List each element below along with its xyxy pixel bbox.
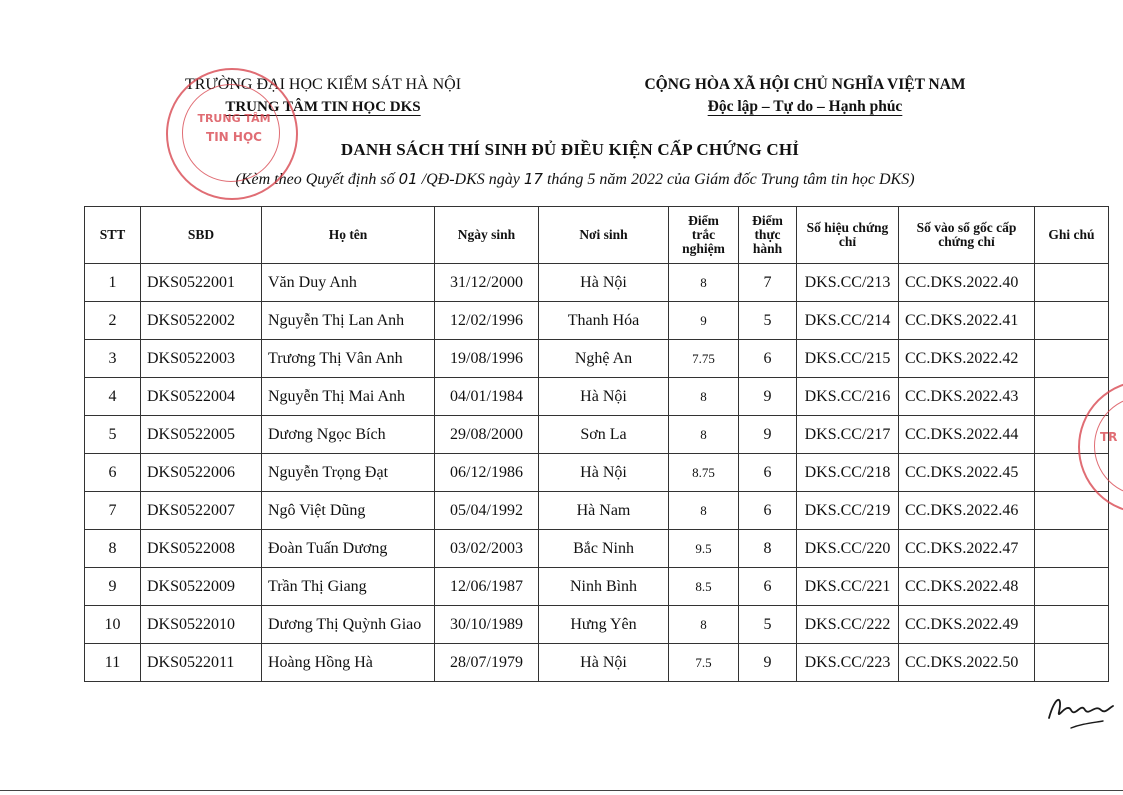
cell-mcq-score: 8 bbox=[669, 264, 739, 302]
cell-name: Trần Thị Giang bbox=[262, 568, 435, 606]
table-row bbox=[85, 530, 1109, 568]
cell-name: Hoàng Hồng Hà bbox=[262, 644, 435, 682]
cell-name: Ngô Việt Dũng bbox=[262, 492, 435, 530]
cell-sbd: DKS0522007 bbox=[141, 492, 262, 530]
cell-sbd: DKS0522008 bbox=[141, 530, 262, 568]
cell-cert-no: DKS.CC/223 bbox=[797, 644, 899, 682]
document-title: DANH SÁCH THÍ SINH ĐỦ ĐIỀU KIỆN CẤP CHỨNG CHỈ bbox=[340, 140, 800, 159]
table-row bbox=[85, 378, 1109, 416]
cell-cert-no: DKS.CC/217 bbox=[797, 416, 899, 454]
cell-stt: 5 bbox=[85, 416, 141, 454]
table-row bbox=[85, 264, 1109, 302]
cell-stt: 2 bbox=[85, 302, 141, 340]
col-header-cert-no: Số hiệu chứng chỉ bbox=[797, 207, 899, 264]
cell-practice-score: 5 bbox=[739, 302, 797, 340]
cell-notes bbox=[1035, 340, 1109, 378]
red-stamp-top-left bbox=[166, 68, 298, 200]
cell-birthplace: Sơn La bbox=[539, 416, 669, 454]
cell-birthplace: Bắc Ninh bbox=[539, 530, 669, 568]
cell-birthplace: Hà Nội bbox=[539, 644, 669, 682]
cell-notes bbox=[1035, 492, 1109, 530]
table-row bbox=[85, 492, 1109, 530]
cell-dob: 04/01/1984 bbox=[435, 378, 539, 416]
table-row bbox=[85, 454, 1109, 492]
cell-cert-no: DKS.CC/216 bbox=[797, 378, 899, 416]
cell-registry-no: CC.DKS.2022.45 bbox=[899, 454, 1035, 492]
cell-dob: 28/07/1979 bbox=[435, 644, 539, 682]
cell-mcq-score: 9.5 bbox=[669, 530, 739, 568]
cell-practice-score: 6 bbox=[739, 568, 797, 606]
cell-dob: 06/12/1986 bbox=[435, 454, 539, 492]
stamp-inner-ring bbox=[1094, 396, 1123, 496]
cell-birthplace: Ninh Bình bbox=[539, 568, 669, 606]
cell-dob: 29/08/2000 bbox=[435, 416, 539, 454]
cell-mcq-score: 7.5 bbox=[669, 644, 739, 682]
cell-cert-no: DKS.CC/215 bbox=[797, 340, 899, 378]
cell-dob: 12/06/1987 bbox=[435, 568, 539, 606]
national-motto: Độc lập – Tự do – Hạnh phúc bbox=[707, 98, 903, 115]
cell-sbd: DKS0522009 bbox=[141, 568, 262, 606]
cell-mcq-score: 8 bbox=[669, 606, 739, 644]
cell-birthplace: Hà Nội bbox=[539, 454, 669, 492]
col-header-dob: Ngày sinh bbox=[435, 207, 539, 264]
cell-practice-score: 7 bbox=[739, 264, 797, 302]
cell-mcq-score: 7.75 bbox=[669, 340, 739, 378]
stamp-text-line2: TIN HỌC bbox=[206, 130, 262, 144]
cell-practice-score: 6 bbox=[739, 454, 797, 492]
cell-cert-no: DKS.CC/219 bbox=[797, 492, 899, 530]
table-row bbox=[85, 606, 1109, 644]
cell-mcq-score: 8 bbox=[669, 378, 739, 416]
cell-registry-no: CC.DKS.2022.47 bbox=[899, 530, 1035, 568]
cell-birthplace: Hưng Yên bbox=[539, 606, 669, 644]
cell-stt: 6 bbox=[85, 454, 141, 492]
col-header-practice-score: Điểm thực hành bbox=[739, 207, 797, 264]
cell-name: Dương Ngọc Bích bbox=[262, 416, 435, 454]
national-title: CỘNG HÒA XÃ HỘI CHỦ NGHĨA VIỆT NAM bbox=[644, 76, 966, 93]
table-row bbox=[85, 568, 1109, 606]
cell-stt: 9 bbox=[85, 568, 141, 606]
cell-notes bbox=[1035, 644, 1109, 682]
decision-number: 01 bbox=[398, 170, 418, 188]
col-header-name: Họ tên bbox=[262, 207, 435, 264]
subtitle-prefix: (Kèm theo Quyết định số bbox=[235, 171, 399, 188]
col-header-sbd: SBD bbox=[141, 207, 262, 264]
cell-birthplace: Hà Nam bbox=[539, 492, 669, 530]
cell-practice-score: 6 bbox=[739, 492, 797, 530]
stamp-text-line1: TRUNG TÂM bbox=[197, 112, 271, 125]
university-name: TRƯỜNG ĐẠI HỌC KIỂM SÁT HÀ NỘI bbox=[184, 76, 462, 93]
table-row bbox=[85, 302, 1109, 340]
cell-stt: 10 bbox=[85, 606, 141, 644]
cell-dob: 19/08/1996 bbox=[435, 340, 539, 378]
cell-sbd: DKS0522004 bbox=[141, 378, 262, 416]
cell-sbd: DKS0522002 bbox=[141, 302, 262, 340]
cell-stt: 11 bbox=[85, 644, 141, 682]
handwritten-signature-icon bbox=[1045, 688, 1115, 738]
subtitle-suffix: tháng 5 năm 2022 của Giám đốc Trung tâm tin học DKS) bbox=[542, 171, 915, 188]
cell-registry-no: CC.DKS.2022.42 bbox=[899, 340, 1035, 378]
cell-registry-no: CC.DKS.2022.40 bbox=[899, 264, 1035, 302]
cell-registry-no: CC.DKS.2022.44 bbox=[899, 416, 1035, 454]
col-header-registry-no: Số vào sổ gốc cấp chứng chỉ bbox=[899, 207, 1035, 264]
cell-cert-no: DKS.CC/221 bbox=[797, 568, 899, 606]
decision-day: 17 bbox=[523, 170, 543, 188]
cell-mcq-score: 8.75 bbox=[669, 454, 739, 492]
col-header-birthplace: Nơi sinh bbox=[539, 207, 669, 264]
cell-sbd: DKS0522001 bbox=[141, 264, 262, 302]
cell-practice-score: 9 bbox=[739, 644, 797, 682]
cell-registry-no: CC.DKS.2022.41 bbox=[899, 302, 1035, 340]
page-bottom-rule bbox=[0, 790, 1123, 791]
subtitle-middle: /QĐ-DKS ngày bbox=[417, 171, 524, 188]
cell-practice-score: 6 bbox=[739, 340, 797, 378]
cell-cert-no: DKS.CC/213 bbox=[797, 264, 899, 302]
cell-birthplace: Nghệ An bbox=[539, 340, 669, 378]
cell-name: Nguyễn Trọng Đạt bbox=[262, 454, 435, 492]
cell-registry-no: CC.DKS.2022.50 bbox=[899, 644, 1035, 682]
cell-practice-score: 5 bbox=[739, 606, 797, 644]
col-header-mcq-score: Điểm trắc nghiệm bbox=[669, 207, 739, 264]
cell-name: Dương Thị Quỳnh Giao bbox=[262, 606, 435, 644]
table-row bbox=[85, 644, 1109, 682]
cell-mcq-score: 9 bbox=[669, 302, 739, 340]
cell-practice-score: 9 bbox=[739, 378, 797, 416]
cell-notes bbox=[1035, 606, 1109, 644]
cell-dob: 31/12/2000 bbox=[435, 264, 539, 302]
table-row bbox=[85, 416, 1109, 454]
cell-mcq-score: 8 bbox=[669, 492, 739, 530]
cell-registry-no: CC.DKS.2022.48 bbox=[899, 568, 1035, 606]
center-name: TRUNG TÂM TIN HỌC DKS bbox=[225, 99, 421, 115]
cell-birthplace: Hà Nội bbox=[539, 378, 669, 416]
cell-cert-no: DKS.CC/222 bbox=[797, 606, 899, 644]
cell-mcq-score: 8.5 bbox=[669, 568, 739, 606]
cell-cert-no: DKS.CC/214 bbox=[797, 302, 899, 340]
cell-name: Nguyễn Thị Mai Anh bbox=[262, 378, 435, 416]
cell-registry-no: CC.DKS.2022.49 bbox=[899, 606, 1035, 644]
cell-birthplace: Hà Nội bbox=[539, 264, 669, 302]
table-header-row bbox=[85, 207, 1109, 264]
cell-stt: 3 bbox=[85, 340, 141, 378]
cell-dob: 05/04/1992 bbox=[435, 492, 539, 530]
stamp-text-line1: TR bbox=[1100, 430, 1118, 444]
col-header-notes: Ghi chú bbox=[1035, 207, 1109, 264]
cell-notes bbox=[1035, 264, 1109, 302]
cell-stt: 7 bbox=[85, 492, 141, 530]
cell-name: Đoàn Tuấn Dương bbox=[262, 530, 435, 568]
col-header-stt: STT bbox=[85, 207, 141, 264]
cell-mcq-score: 8 bbox=[669, 416, 739, 454]
cell-sbd: DKS0522005 bbox=[141, 416, 262, 454]
cell-sbd: DKS0522003 bbox=[141, 340, 262, 378]
cell-notes bbox=[1035, 530, 1109, 568]
header-right bbox=[600, 74, 1010, 118]
cell-notes bbox=[1035, 302, 1109, 340]
cell-practice-score: 8 bbox=[739, 530, 797, 568]
table-body bbox=[85, 264, 1109, 682]
cell-practice-score: 9 bbox=[739, 416, 797, 454]
cell-stt: 1 bbox=[85, 264, 141, 302]
cell-cert-no: DKS.CC/220 bbox=[797, 530, 899, 568]
candidate-table bbox=[84, 206, 1109, 682]
cell-name: Trương Thị Vân Anh bbox=[262, 340, 435, 378]
cell-cert-no: DKS.CC/218 bbox=[797, 454, 899, 492]
cell-stt: 8 bbox=[85, 530, 141, 568]
cell-registry-no: CC.DKS.2022.46 bbox=[899, 492, 1035, 530]
cell-sbd: DKS0522010 bbox=[141, 606, 262, 644]
cell-birthplace: Thanh Hóa bbox=[539, 302, 669, 340]
cell-dob: 12/02/1996 bbox=[435, 302, 539, 340]
cell-name: Văn Duy Anh bbox=[262, 264, 435, 302]
cell-dob: 03/02/2003 bbox=[435, 530, 539, 568]
cell-name: Nguyễn Thị Lan Anh bbox=[262, 302, 435, 340]
cell-stt: 4 bbox=[85, 378, 141, 416]
table-row bbox=[85, 340, 1109, 378]
cell-sbd: DKS0522006 bbox=[141, 454, 262, 492]
cell-registry-no: CC.DKS.2022.43 bbox=[899, 378, 1035, 416]
cell-sbd: DKS0522011 bbox=[141, 644, 262, 682]
cell-notes bbox=[1035, 568, 1109, 606]
cell-dob: 30/10/1989 bbox=[435, 606, 539, 644]
